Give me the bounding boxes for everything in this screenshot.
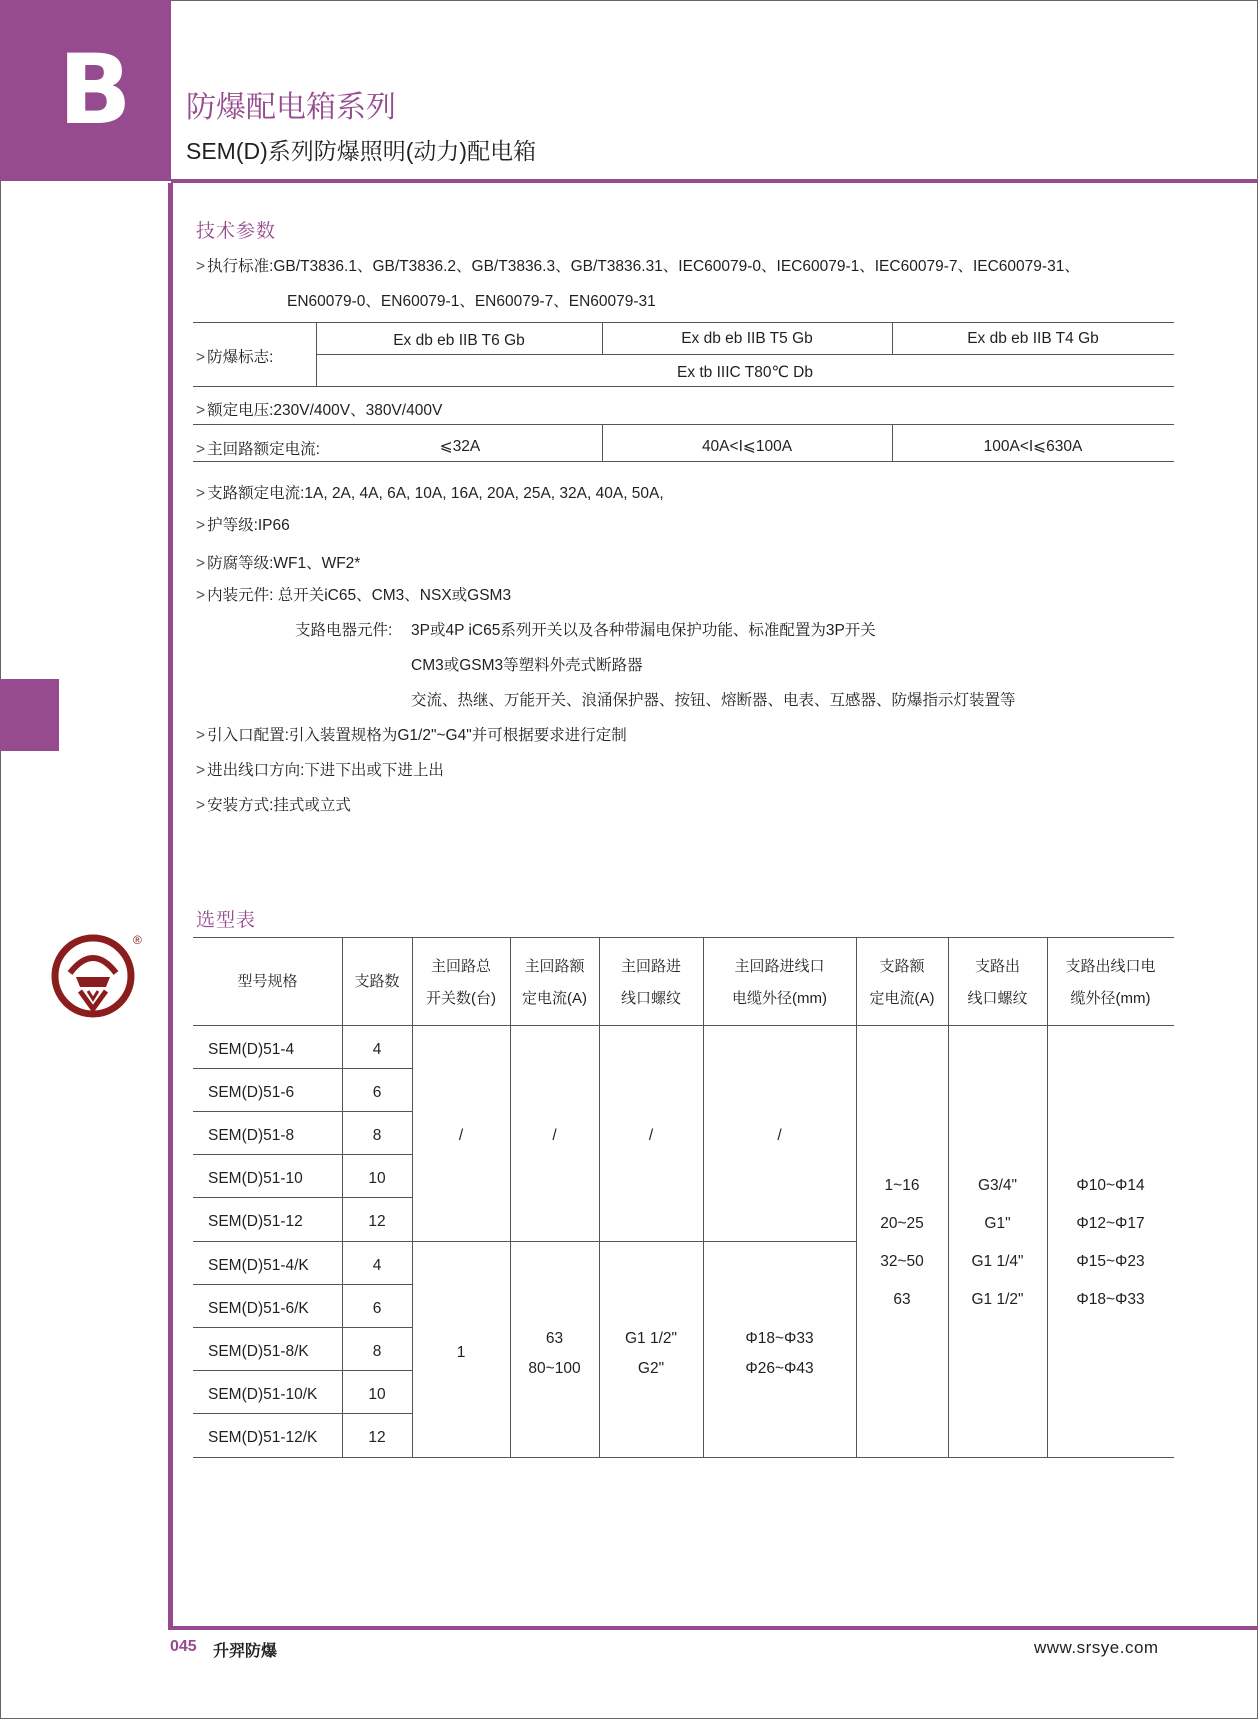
- col-header-main-switches: [412, 951, 510, 1015]
- group2-cable-1: Φ18~Φ33: [745, 1330, 814, 1347]
- row-branches: 8: [372, 1127, 382, 1144]
- row-model: SEM(D)51-6/K: [208, 1300, 309, 1317]
- rule: [193, 1068, 412, 1069]
- rule: [510, 937, 511, 1457]
- rule: [599, 937, 600, 1457]
- branch-cable-3: Φ15~Φ23: [1076, 1253, 1145, 1270]
- bullet-marker: >: [196, 349, 206, 366]
- tech-params-heading: 技术参数: [196, 221, 277, 242]
- row-branches: 6: [372, 1300, 382, 1317]
- group2-current-2: 80~100: [528, 1360, 581, 1377]
- col-header-branch-current: [856, 951, 948, 1015]
- header-line: 缆外径(mm): [1070, 990, 1151, 1007]
- components-main: 总开关iC65、CM3、NSX或GSM3: [277, 587, 512, 604]
- bullet-marker: >: [196, 762, 206, 779]
- branch-elec-label: 支路电器元件:: [295, 622, 393, 639]
- main-current-3: 100A<I⩽630A: [983, 438, 1083, 455]
- header-rule: [171, 179, 1258, 183]
- row-model: SEM(D)51-8/K: [208, 1343, 309, 1360]
- header-line: 支路出: [974, 958, 1020, 975]
- row-branches: 10: [368, 1386, 386, 1403]
- rule: [193, 1370, 412, 1371]
- row-model: SEM(D)51-12: [208, 1213, 303, 1230]
- rule: [193, 1457, 1174, 1458]
- side-tab-marker: [0, 679, 59, 751]
- exmark-label-line: [196, 345, 273, 367]
- branch-thread-2: G1": [984, 1215, 1011, 1232]
- header-line: 支路出线口电: [1065, 958, 1156, 975]
- header-line: 线口螺纹: [620, 990, 681, 1007]
- header-line: 主回路额: [524, 958, 585, 975]
- anticorrosion-line: [196, 551, 360, 573]
- group1-thread: /: [648, 1127, 654, 1144]
- col-header-model: 型号规格: [237, 973, 298, 990]
- voltage-text: 额定电压:230V/400V、380V/400V: [207, 402, 443, 419]
- row-branches: 10: [368, 1170, 386, 1187]
- category-title: 防爆配电箱系列: [186, 91, 396, 124]
- footer-brand: 升羿防爆: [213, 1643, 278, 1660]
- bullet-marker: >: [196, 485, 206, 502]
- main-current-line: [196, 437, 320, 459]
- main-current-1: ⩽32A: [439, 438, 481, 455]
- main-current-2: 40A<I⩽100A: [701, 438, 793, 455]
- protection-text: 护等级:IP66: [207, 517, 290, 534]
- row-branches: 4: [372, 1257, 382, 1274]
- rule: [193, 424, 1174, 425]
- rule: [193, 322, 1174, 323]
- rule: [342, 937, 343, 1457]
- row-branches: 6: [372, 1084, 382, 1101]
- page-number: 045: [170, 1638, 197, 1655]
- bullet-marker: >: [196, 258, 206, 275]
- branch-elec-1: 3P或4P iC65系列开关以及各种带漏电保护功能、标准配置为3P开关: [411, 622, 876, 639]
- row-branches: 8: [372, 1343, 382, 1360]
- row-model: SEM(D)51-10/K: [208, 1386, 318, 1403]
- rule: [193, 1241, 856, 1242]
- voltage-line: [196, 398, 442, 420]
- bullet-marker: >: [196, 517, 206, 534]
- row-model: SEM(D)51-12/K: [208, 1429, 318, 1446]
- branch-cable-2: Φ12~Φ17: [1076, 1215, 1145, 1232]
- rule: [1047, 937, 1048, 1457]
- branch-current-2: 20~25: [880, 1215, 924, 1232]
- group1-current: /: [552, 1127, 557, 1144]
- selection-heading: 选型表: [196, 910, 257, 931]
- group1-switches: /: [458, 1127, 464, 1144]
- branch-current-4: 63: [893, 1291, 911, 1308]
- left-border-bar: [168, 183, 173, 1630]
- header-line: 开关数(台): [426, 990, 496, 1007]
- header-line: 主回路进: [620, 958, 681, 975]
- bullet-marker: >: [196, 587, 206, 604]
- mounting-line: [196, 793, 351, 815]
- exmark-label: 防爆标志:: [207, 349, 274, 366]
- branch-cable-4: Φ18~Φ33: [1076, 1291, 1145, 1308]
- rule: [193, 386, 1174, 387]
- bullet-marker: >: [196, 402, 206, 419]
- col-header-main-cable: [703, 951, 856, 1015]
- exmark-t4: Ex db eb IIB T4 Gb: [967, 330, 1099, 347]
- rule: [193, 461, 1174, 462]
- header-line: 定电流(A): [522, 990, 587, 1007]
- branch-cable-1: Φ10~Φ14: [1076, 1177, 1145, 1194]
- rule: [193, 937, 1174, 938]
- col-header-branch-thread: [948, 951, 1047, 1015]
- bullet-marker: >: [196, 441, 206, 458]
- bullet-marker: >: [196, 727, 206, 744]
- group2-thread-2: G2": [637, 1360, 665, 1377]
- components-label: 内装元件:: [207, 587, 274, 604]
- branch-elec-3: 交流、热继、万能开关、浪涌保护器、按钮、熔断器、电表、互感器、防爆指示灯装置等: [411, 692, 1016, 709]
- header-line: 电缆外径(mm): [732, 990, 827, 1007]
- exmark-t5: Ex db eb IIB T5 Gb: [681, 330, 813, 347]
- rule: [193, 1327, 412, 1328]
- exmark-dust: Ex tb IIIC T80℃ Db: [676, 364, 813, 381]
- standards-value-2: EN60079-0、EN60079-1、EN60079-7、EN60079-31: [287, 293, 656, 310]
- standards-value-1: GB/T3836.1、GB/T3836.2、GB/T3836.3、GB/T3836.31、IEC60079-0、IEC60079-1、IEC60079-7、IEC60079-31、: [273, 258, 1080, 275]
- col-header-branch-cable: [1047, 951, 1174, 1015]
- header-line: 支路额: [879, 958, 925, 975]
- main-current-label: 主回路额定电流:: [207, 441, 320, 458]
- company-logo-icon: [50, 933, 136, 1019]
- branch-current-line: [196, 481, 664, 503]
- group2-current-1: 63: [545, 1330, 564, 1347]
- row-branches: 4: [372, 1041, 382, 1058]
- row-model: SEM(D)51-4/K: [208, 1257, 309, 1274]
- footer-rule: [168, 1626, 1258, 1630]
- rule: [193, 1025, 1174, 1026]
- row-branches: 12: [368, 1213, 386, 1230]
- rule: [948, 937, 949, 1457]
- branch-thread-1: G3/4": [977, 1177, 1018, 1194]
- group2-switches: 1: [456, 1344, 466, 1361]
- branch-thread-4: G1 1/2": [971, 1291, 1024, 1308]
- protection-line: [196, 513, 290, 535]
- standards-label: 执行标准:: [207, 258, 274, 275]
- entry-line: [196, 723, 627, 745]
- header-line: 主回路总: [430, 958, 491, 975]
- header-line: 定电流(A): [869, 990, 935, 1007]
- bullet-marker: >: [196, 797, 206, 814]
- rule: [316, 354, 1174, 355]
- rule: [193, 1413, 412, 1414]
- exmark-t6: Ex db eb IIB T6 Gb: [393, 332, 525, 349]
- row-model: SEM(D)51-8: [208, 1127, 295, 1144]
- product-title: SEM(D)系列防爆照明(动力)配电箱: [186, 138, 537, 164]
- standards-line: [196, 254, 1080, 276]
- col-header-main-thread: [599, 951, 703, 1015]
- header-line: 主回路进线口: [734, 958, 825, 975]
- col-header-main-current: [510, 951, 599, 1015]
- group2-thread-1: G1 1/2": [624, 1330, 678, 1347]
- section-letter: B: [58, 34, 132, 146]
- group2-cable-2: Φ26~Φ43: [745, 1360, 814, 1377]
- row-model: SEM(D)51-6: [208, 1084, 295, 1101]
- rule: [193, 1154, 412, 1155]
- components-line: [196, 583, 511, 605]
- branch-thread-3: G1 1/4": [971, 1253, 1024, 1270]
- row-model: SEM(D)51-4: [208, 1041, 295, 1058]
- direction-line: [196, 758, 444, 780]
- rule: [193, 1111, 412, 1112]
- entry-text: 引入口配置:引入装置规格为G1/2"~G4"并可根据要求进行定制: [207, 727, 627, 744]
- branch-elec-2: CM3或GSM3等塑料外壳式断路器: [411, 657, 643, 674]
- direction-text: 进出线口方向:下进下出或下进上出: [207, 762, 444, 779]
- rule: [412, 937, 413, 1457]
- col-header-branches: 支路数: [354, 973, 400, 990]
- mounting-text: 安装方式:挂式或立式: [207, 797, 351, 814]
- website-link[interactable]: www.srsye.com: [1034, 1638, 1159, 1657]
- branch-current-3: 32~50: [880, 1253, 924, 1270]
- registered-mark: ®: [133, 933, 142, 947]
- rule: [193, 1197, 412, 1198]
- rule: [193, 1284, 412, 1285]
- rule: [703, 937, 704, 1457]
- row-model: SEM(D)51-10: [208, 1170, 303, 1187]
- branch-current-1: 1~16: [884, 1177, 920, 1194]
- group1-cable: /: [777, 1127, 782, 1144]
- bullet-marker: >: [196, 555, 206, 572]
- branch-current-text: 支路额定电流:1A, 2A, 4A, 6A, 10A, 16A, 20A, 25A, 32A, 40A, 50A,: [207, 485, 664, 502]
- row-branches: 12: [368, 1429, 386, 1446]
- anticorrosion-text: 防腐等级:WF1、WF2*: [207, 555, 361, 572]
- rule: [856, 937, 857, 1457]
- header-line: 线口螺纹: [967, 990, 1028, 1007]
